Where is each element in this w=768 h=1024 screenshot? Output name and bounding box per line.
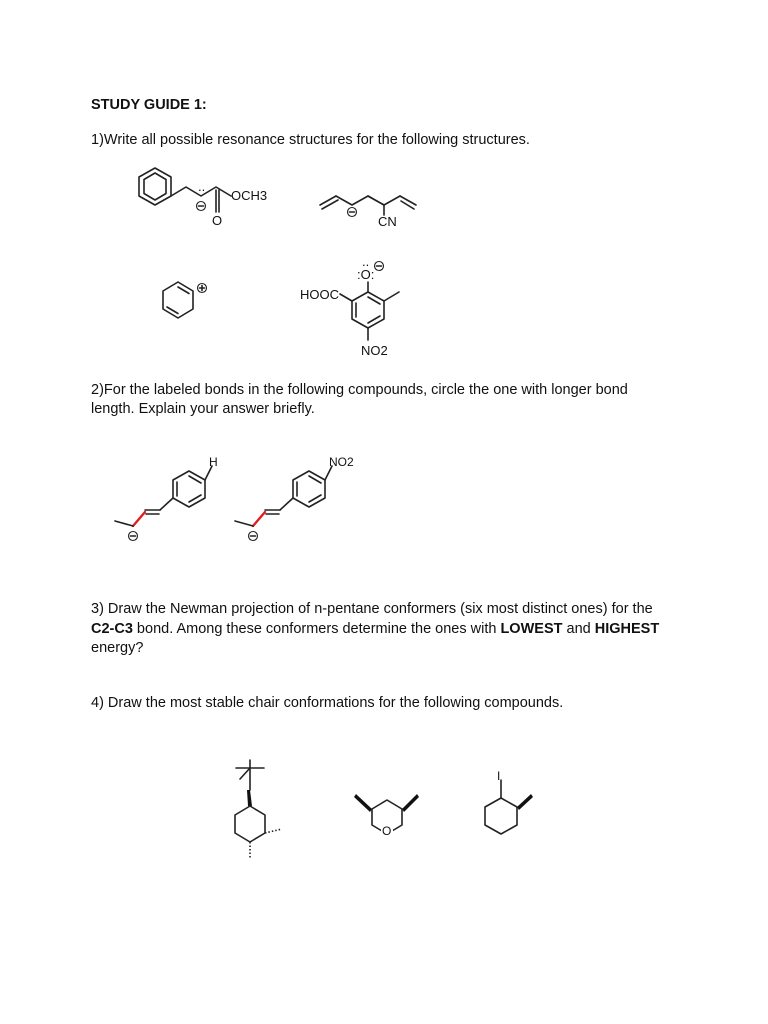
ring-oxygen-label: O [382,824,392,838]
question-2-line-2: length. Explain your answer briefly. [91,401,315,417]
cn-carbon [368,196,384,205]
structure-tbutyl-cyclohexane [235,760,282,858]
methyl-bond [235,521,253,526]
no2-label: NO2 [361,343,388,358]
wedge-bond [247,790,252,806]
wedge-left [354,794,372,812]
oxide-label: :O: [357,267,375,282]
lone-pair-dots: .. [198,179,206,194]
vinyl-bond [384,196,400,205]
carbonyl-oxygen-label: O [212,213,223,228]
structure-iodo-methylcyclohexane [485,769,533,834]
cyclohexane-ring [485,798,517,834]
bond-label: C2-C3 [91,621,133,637]
och3-label: OCH3 [231,188,268,203]
wedge-right [402,794,419,812]
cooh-bond [340,294,352,301]
vinyl-link [280,498,293,510]
highest-label: HIGHEST [594,621,660,637]
page-title: STUDY GUIDE 1: [91,97,207,113]
iodine-label: I [497,769,501,783]
labeled-bond-red [253,512,265,526]
lowest-label: LOWEST [500,621,563,637]
tbutyl-branch [240,768,250,779]
structure-phenyl-ester-anion [139,168,267,228]
vinyl-link [160,498,173,510]
question-1-text: 1)Write all possible resonance structures for the following structures. [91,132,530,148]
structure-phenoxide [300,254,399,358]
terminal-vinyl-2 [322,200,338,209]
question-3-line-3: energy? [91,640,144,656]
wedge-methyl [517,794,533,810]
structure-cyclohexadienyl-cation [163,282,207,318]
terminal-vinyl-b [400,196,416,205]
terminal-vinyl [320,196,336,205]
structure-cyano-diene-anion [320,196,416,229]
structure-styryl-anion-h [115,455,218,541]
question-3-line-1: 3) Draw the Newman projection of n-pentane conformers (six most distinct ones) for the [91,601,653,617]
methyl-bond [115,521,133,526]
question-3-and: and [562,621,595,637]
cyclohexane-ring [235,806,265,842]
benzene-inner-ring [144,173,166,200]
question-3-mid: bond. Among these conformers determine the ones with [132,621,501,637]
cn-label: CN [378,214,397,229]
methyl-bond [384,292,399,301]
h-label: H [209,455,218,469]
labeled-bond-red [133,512,145,526]
no2-label: NO2 [329,455,354,469]
hashed-bond-right [265,829,282,833]
hooc-label: HOOC [300,287,339,302]
structure-dimethyl-oxane [354,794,419,838]
question-4-text: 4) Draw the most stable chair conformations for the following compounds. [91,695,564,711]
question-2-line-1: 2)For the labeled bonds in the following compounds, circle the one with longer bond [91,382,628,398]
structure-styryl-anion-no2 [235,455,354,541]
lone-pair-dots-top: .. [362,254,370,269]
